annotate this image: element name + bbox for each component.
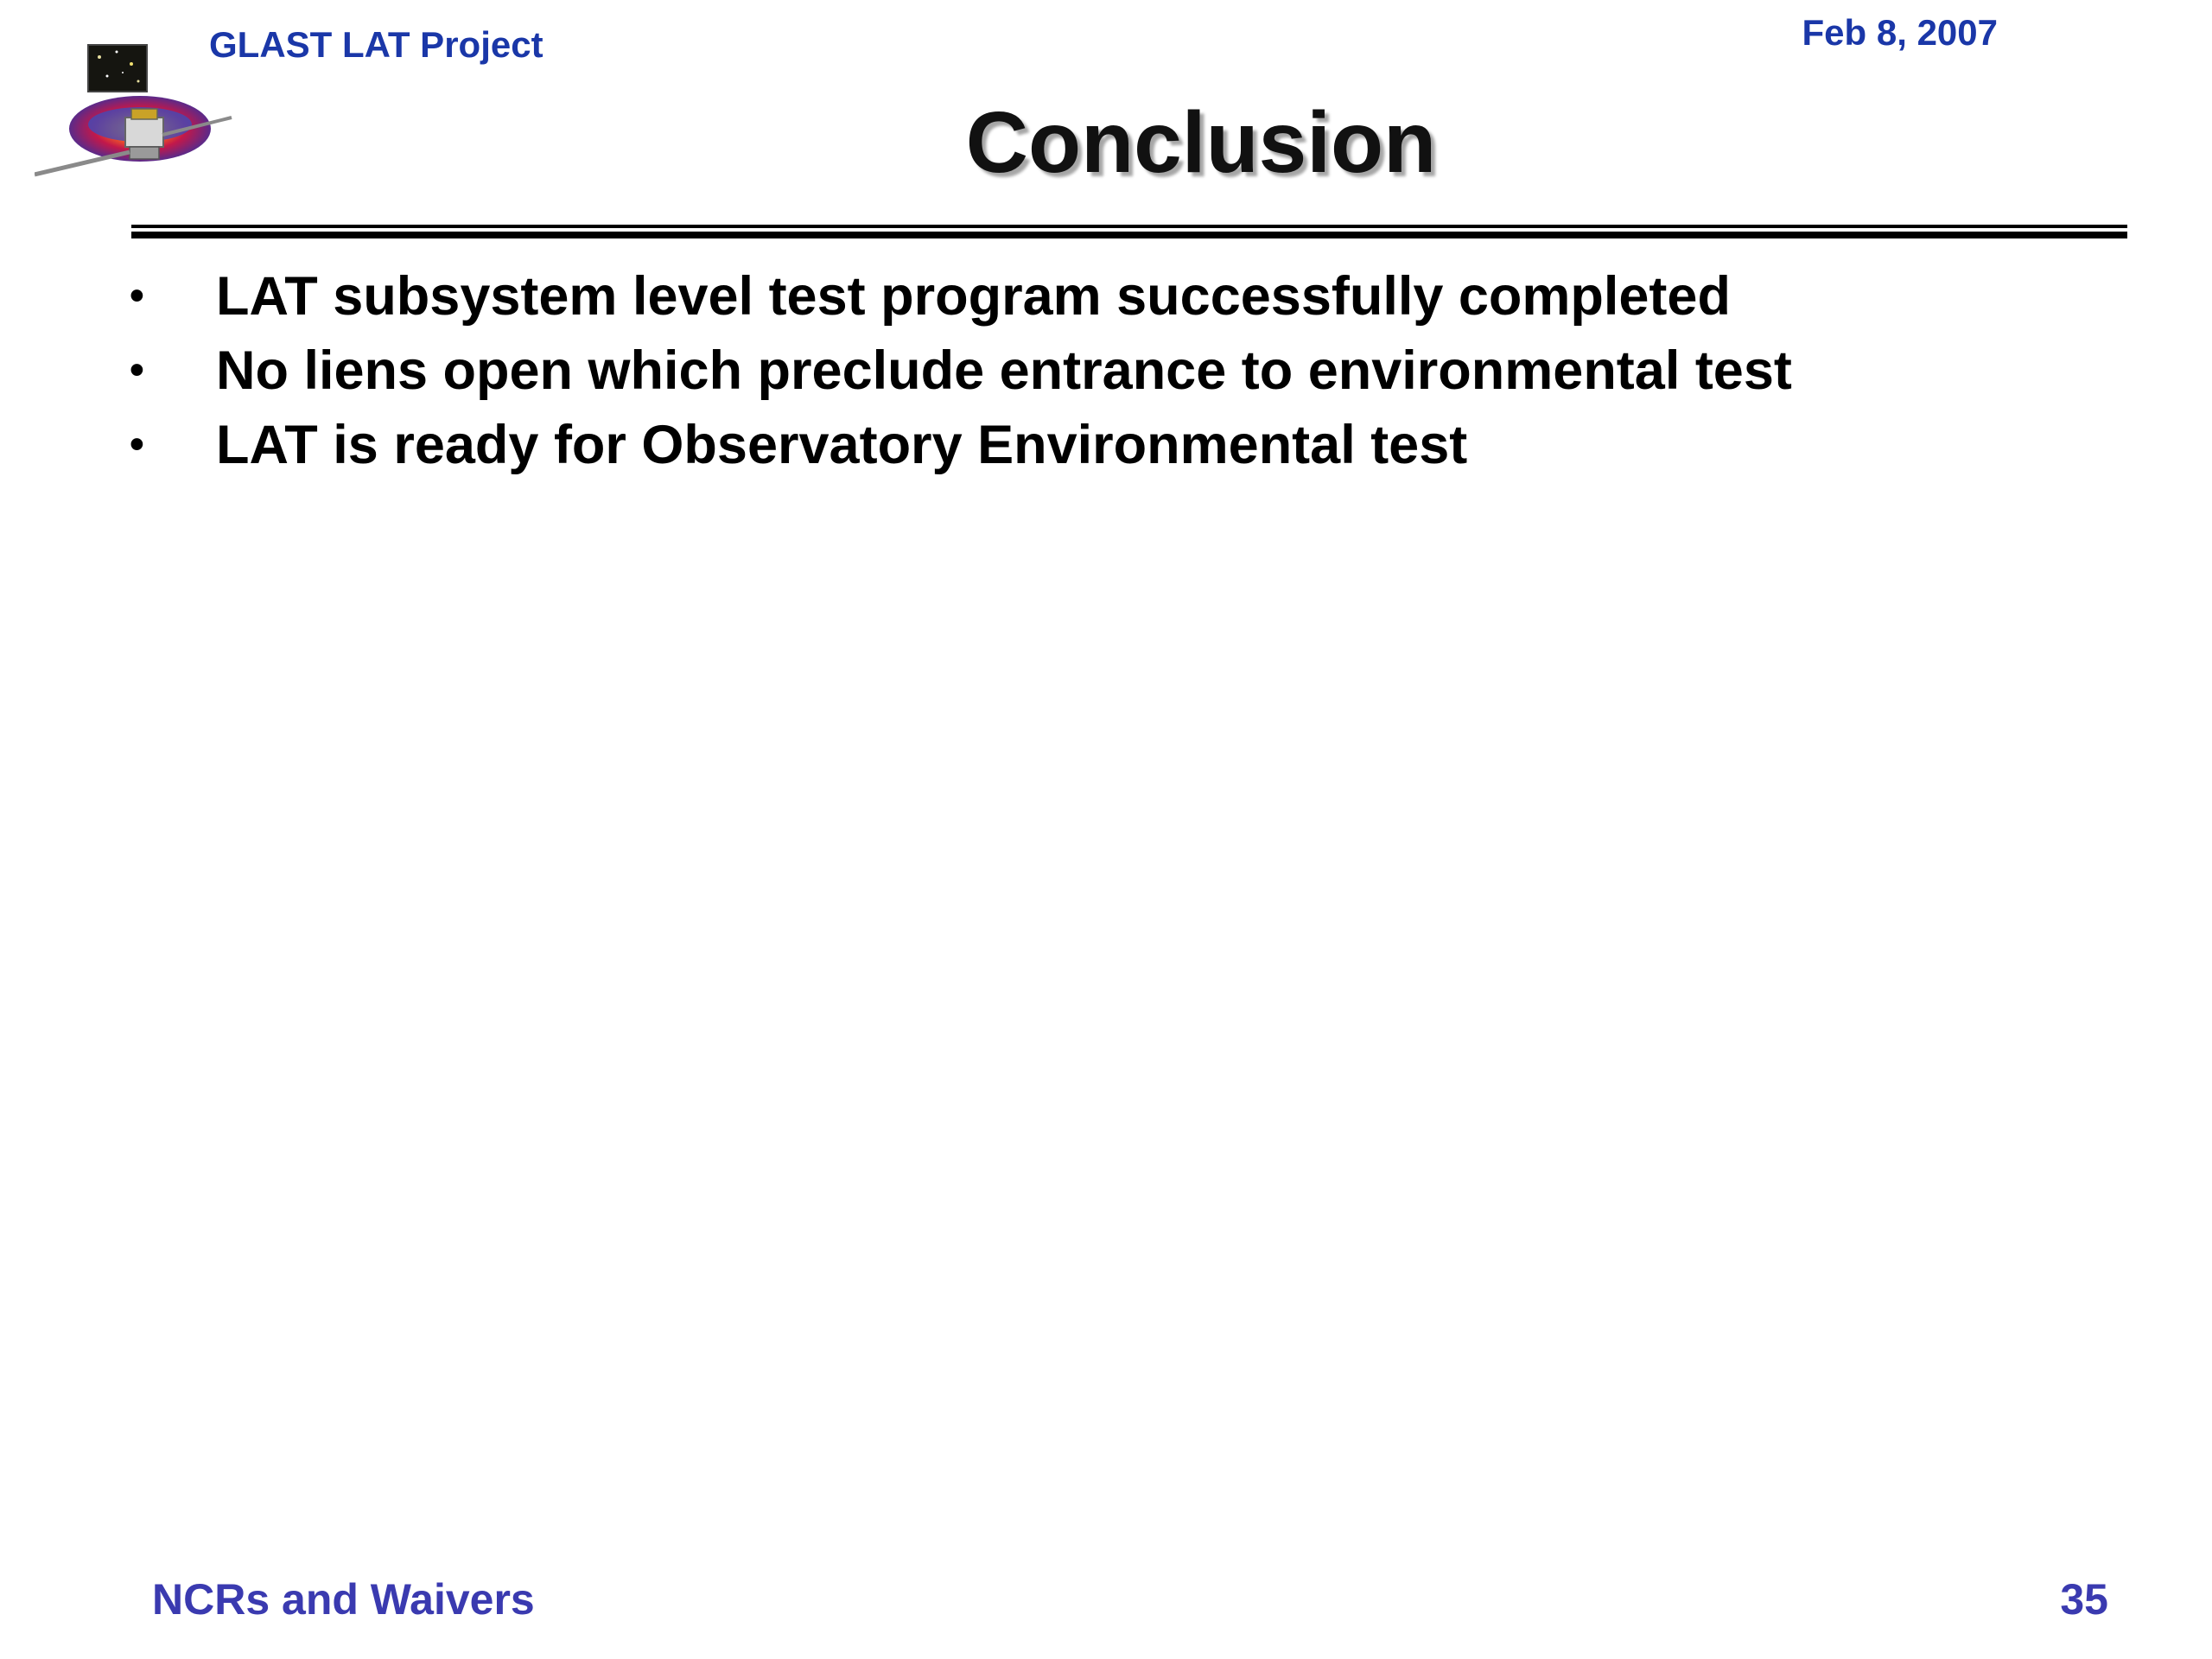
bullet-dot-icon: • (130, 273, 144, 319)
glast-satellite-logo-icon (35, 38, 233, 185)
title-divider-thick (131, 232, 2127, 238)
bullet-dot-icon: • (130, 422, 144, 467)
bullet-text: LAT subsystem level test program successfully completed (216, 266, 1731, 327)
presentation-date: Feb 8, 2007 (1802, 12, 1998, 53)
slide-title: Conclusion (965, 94, 1437, 191)
title-divider-thin (131, 225, 2127, 228)
slide-title-container (0, 93, 2212, 193)
bullet-text: LAT is ready for Observatory Environmental test (216, 415, 1468, 475)
bullet-text: No liens open which preclude entrance to environmental test (216, 340, 1792, 401)
footer-section-title: NCRs and Waivers (152, 1575, 535, 1624)
bullet-dot-icon: • (130, 347, 144, 393)
project-name: GLAST LAT Project (209, 24, 543, 65)
page-number: 35 (2060, 1575, 2108, 1624)
